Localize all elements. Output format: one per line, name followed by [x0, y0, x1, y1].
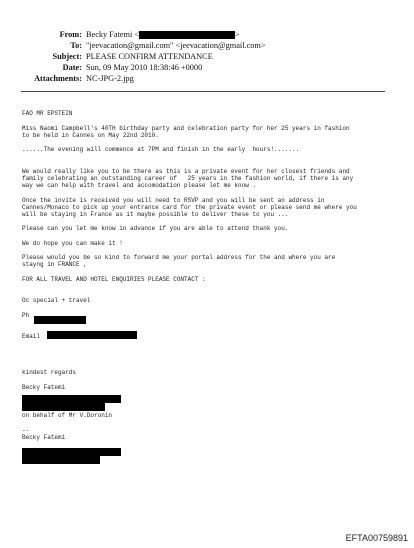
phone-label: Ph	[22, 311, 30, 319]
attachments-label: Attachments:	[34, 74, 82, 83]
header-divider	[21, 91, 385, 92]
on-behalf-line: on behalf of Mr V.Doronin	[22, 412, 113, 420]
subject-label: Subject:	[52, 52, 82, 61]
redaction-bar	[47, 331, 137, 339]
from-close: >	[235, 30, 240, 39]
closing-regards: kindest regards	[22, 369, 77, 377]
signature-name: Becky Fatemi	[22, 383, 66, 391]
body-paragraph-8: FOR ALL TRAVEL AND HOTEL ENQUIRIES PLEASE CONTACT :	[22, 275, 206, 283]
redaction-bar	[22, 456, 100, 464]
date-value: Sun, 09 May 2010 18:38:46 +0000	[86, 63, 203, 72]
body-paragraph-2: ......The evening will commence at 7PM and finish in the early hours!.......	[22, 146, 300, 154]
signature-name-2: Becky Fatemi	[22, 433, 66, 441]
date-label: Date:	[62, 63, 82, 72]
redaction-bar	[22, 403, 105, 411]
from-label: From:	[59, 30, 82, 39]
body-paragraph-4: Once the invite is received you will need to RSVP and you will be sent an address in Cannes/Monaco to pick up your entrance card for the private event or please send me where you will be staying in France as it maybe possible to deliver these to you ...	[22, 196, 357, 218]
subject-value: PLEASE CONFIRM ATTENDANCE	[86, 52, 213, 61]
from-name: Becky Fatemi <	[86, 30, 140, 39]
redaction-bar	[22, 395, 121, 403]
body-paragraph-5: Please can you let me know in advance if you are able to attend thank you.	[22, 225, 289, 233]
body-paragraph-6: We do hope you can make it !	[22, 239, 123, 247]
body-paragraph-7: Please would you be so kind to forward me your portal address for the and where you are stayng in FRANCE ,	[22, 254, 336, 269]
to-value: "jeevacation@gmail.com" <jeevacation@gmail.com>	[86, 41, 266, 50]
body-paragraph-9: Oc special + travel	[22, 297, 91, 305]
body-paragraph-1: Miss Naomi Campbell's 40TH birthday party and celebration party for her 25 years in fashion to be held in Cannes on May 22nd 2010.	[22, 124, 350, 139]
redaction-bar	[34, 316, 86, 324]
redaction-bar	[22, 448, 121, 456]
to-label: To:	[70, 41, 82, 50]
body-fao: FAO MR EPSTEIN	[22, 110, 73, 118]
body-paragraph-3: We would really like you to be there as this is a private event for her closest friends and family celebrating an outstanding career of 25 years in the fashion world, if there is any way we can help with travel and accomodation please let me know .	[22, 167, 354, 190]
bates-number: EFTA00759891	[345, 533, 408, 543]
attachments-value[interactable]: NC-JPG-2.jpg	[86, 74, 134, 83]
from-value	[86, 30, 240, 40]
redaction-bar	[139, 31, 235, 39]
email-label: Email	[22, 333, 41, 341]
signature-separator: --	[22, 426, 30, 434]
